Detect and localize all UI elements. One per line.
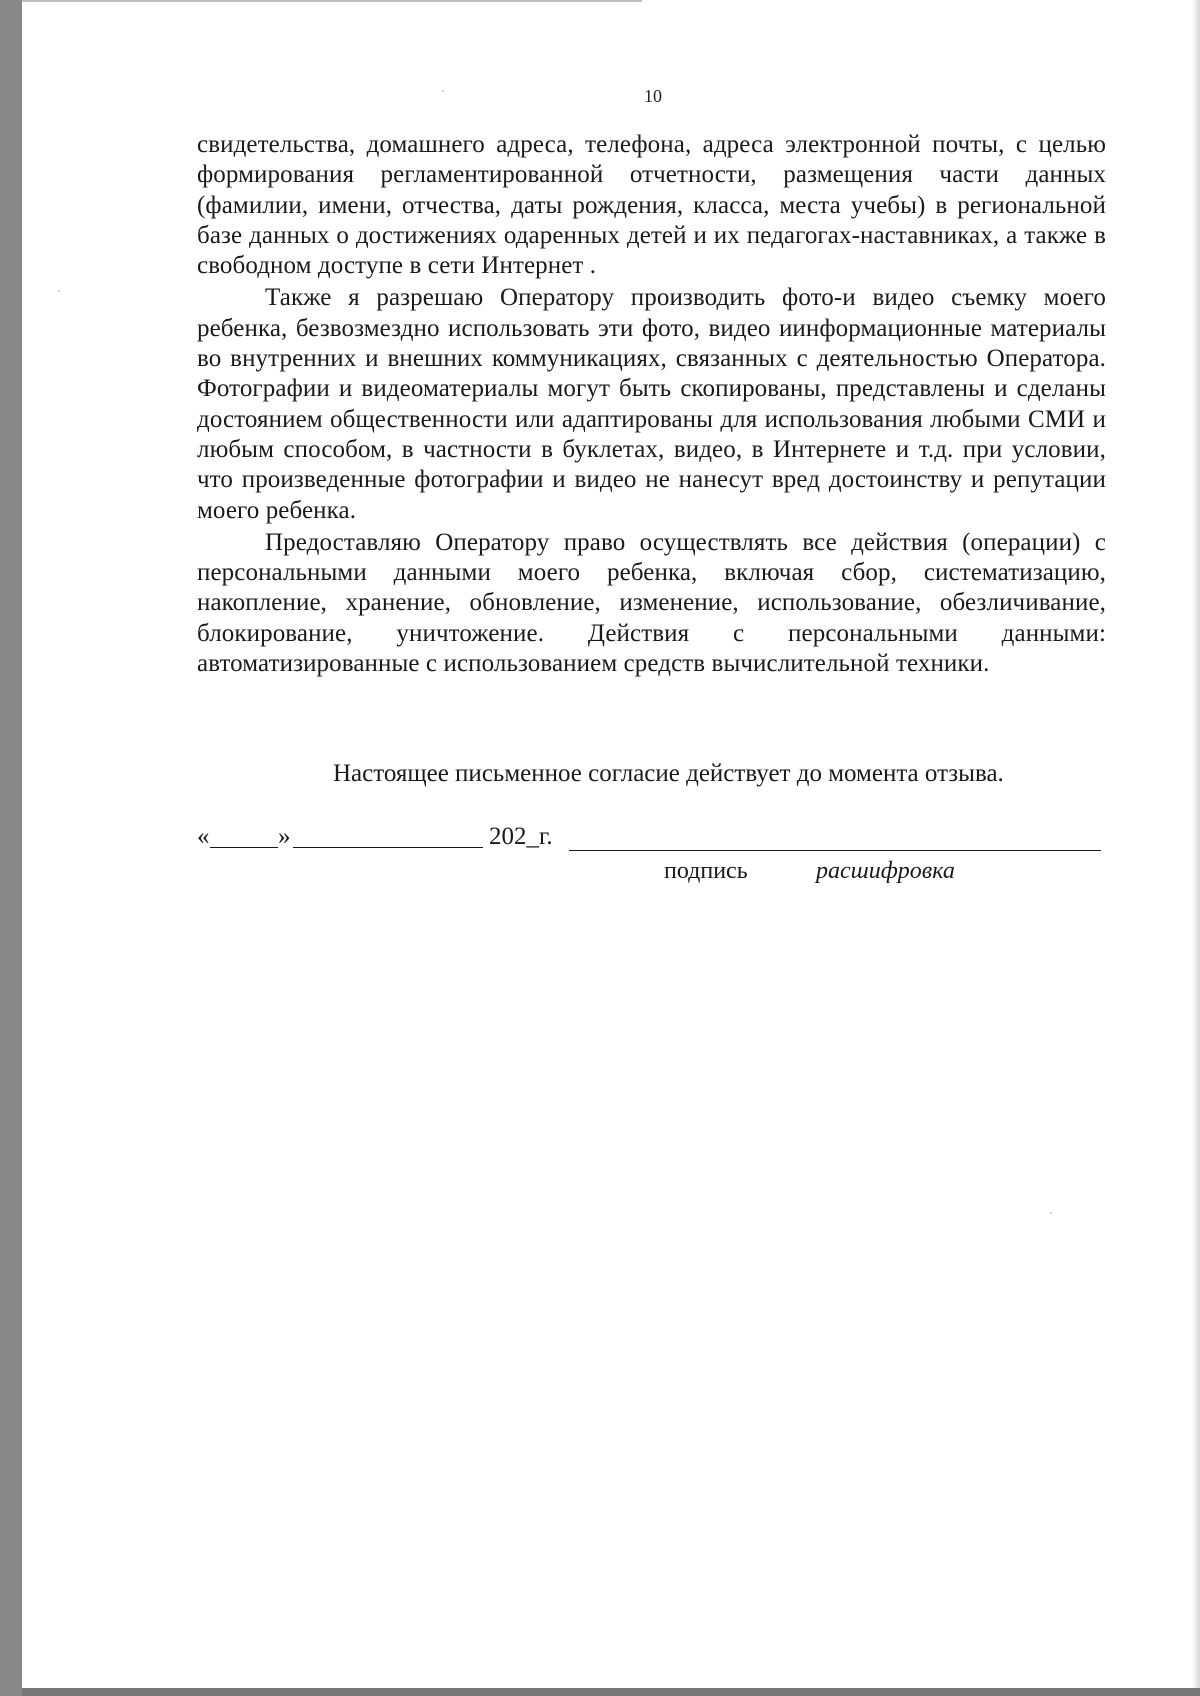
scan-speck (58, 290, 60, 292)
scan-speck (1050, 1212, 1052, 1214)
paragraph-continuation: свидетельства, домашнего адреса, телефона, адреса электронной почты, с целью формирования регламентированной отчетности, размещения части данных (фамилии, имени, отчества, даты рождения, класса, места учебы) в региональной базе данных о достижениях одаренных детей и их педагогах-наставниках, а также в свободном доступе в сети Интернет . (197, 131, 1106, 280)
page-number: 10 (644, 86, 662, 106)
year-field: 202_г. (489, 823, 553, 850)
scan-top-edge (22, 0, 642, 2)
scan-right-shadow (1192, 0, 1200, 1696)
paragraph-photo-consent: Также я разрешаю Оператору производить фото-и видео съемку моего ребенка, безвозмездно использовать эти фото, видео иинформационные материалы во внутренних и внешних коммуникациях, связанных с деятельностью Оператора. Фотографии и видеоматериалы могут быть скопированы, представлены и сделаны достоянием общественности или адаптированы для использования любыми СМИ и любым способом, в частности в буклетах, видео, в Интернете и т.д. при условии, что произведенные фотографии и видео не нанесут вред достоинству и репутации моего ребенка. (197, 284, 1106, 524)
signature-caption: подпись (664, 858, 748, 884)
paragraph-data-processing: Предоставляю Оператору право осуществлять все действия (операции) с персональными данными моего ребенка, включая сбор, систематизацию, накопление, хранение, обновление, изменение, использование, обезличивание, блокирование, уничтожение. Действия с персональными данными: автоматизированные с использованием средств вычислительной техники. (197, 528, 1106, 678)
month-blank[interactable] (293, 847, 483, 848)
signature-blank[interactable] (569, 850, 1101, 851)
scan-bottom-border (22, 1688, 1200, 1696)
consent-validity-statement: Настоящее письменное согласие действует до момента отзыва. (333, 760, 1004, 787)
day-blank[interactable] (210, 847, 278, 848)
name-decode-caption: расшифровка (816, 858, 955, 884)
date-open-quote: « (197, 823, 210, 850)
scan-left-border (0, 0, 22, 1696)
date-close-quote: » (278, 823, 291, 850)
document-body (197, 130, 1106, 679)
scan-speck (442, 90, 444, 92)
